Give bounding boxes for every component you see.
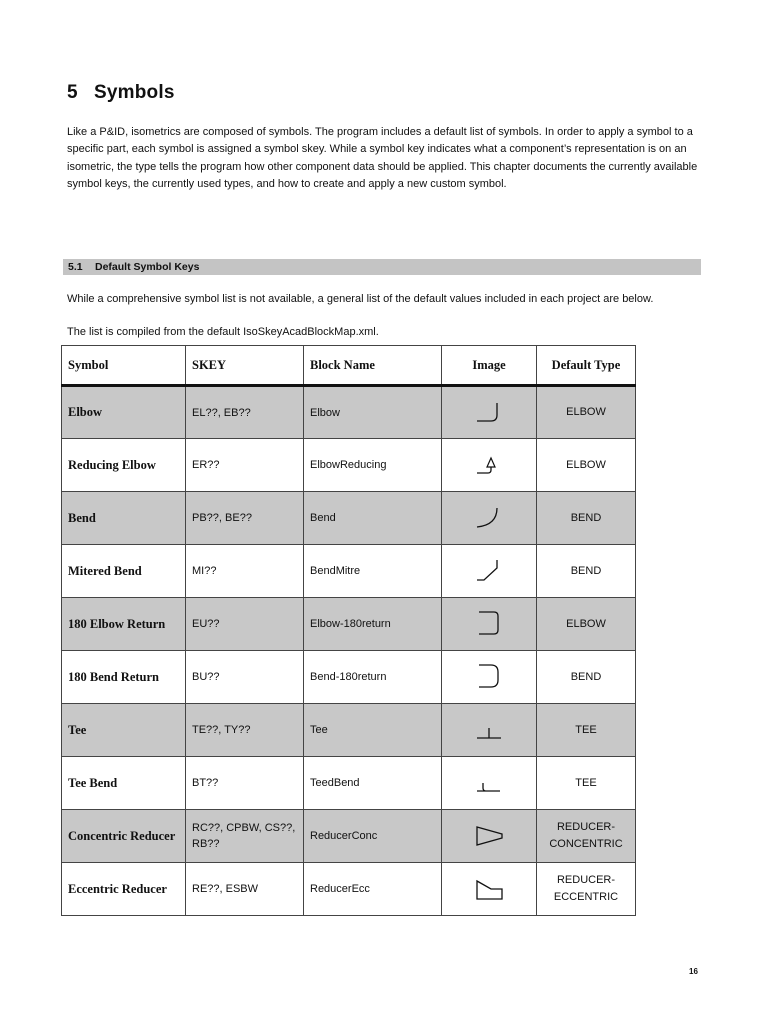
symbol-cell: Eccentric Reducer bbox=[62, 863, 186, 916]
default-type-cell: REDUCER-CONCENTRIC bbox=[537, 810, 636, 863]
skey-cell: EU?? bbox=[186, 598, 304, 651]
section-number: 5.1 bbox=[68, 261, 83, 273]
image-cell bbox=[442, 651, 537, 704]
symbol-cell: Tee bbox=[62, 704, 186, 757]
source-file-paragraph: The list is compiled from the default IsoSkeyAcadBlockMap.xml. bbox=[67, 326, 379, 338]
mitered-bend-icon bbox=[469, 551, 509, 591]
default-type-cell: TEE bbox=[537, 757, 636, 810]
section-heading-bar bbox=[63, 259, 701, 275]
table-row bbox=[62, 492, 636, 545]
block-name-cell: ElbowReducing bbox=[304, 439, 442, 492]
tee-icon bbox=[469, 710, 509, 750]
image-cell bbox=[442, 810, 537, 863]
symbol-cell: Reducing Elbow bbox=[62, 439, 186, 492]
table-header-row bbox=[62, 346, 636, 386]
table-row bbox=[62, 545, 636, 598]
header-symbol: Symbol bbox=[62, 346, 186, 386]
table-row bbox=[62, 810, 636, 863]
block-name-cell: BendMitre bbox=[304, 545, 442, 598]
symbol-keys-table bbox=[61, 345, 636, 916]
image-cell bbox=[442, 704, 537, 757]
image-cell bbox=[442, 545, 537, 598]
skey-cell: TE??, TY?? bbox=[186, 704, 304, 757]
table-row bbox=[62, 598, 636, 651]
skey-cell: ER?? bbox=[186, 439, 304, 492]
bend-180-return-icon bbox=[469, 657, 509, 697]
default-type-cell: ELBOW bbox=[537, 598, 636, 651]
skey-cell: BT?? bbox=[186, 757, 304, 810]
elbow-icon bbox=[469, 393, 509, 433]
symbol-cell: 180 Elbow Return bbox=[62, 598, 186, 651]
skey-cell: RE??, ESBW bbox=[186, 863, 304, 916]
symbol-cell: 180 Bend Return bbox=[62, 651, 186, 704]
section-title: Default Symbol Keys bbox=[95, 261, 200, 273]
reducing-elbow-icon bbox=[469, 445, 509, 485]
skey-cell: PB??, BE?? bbox=[186, 492, 304, 545]
header-block-name: Block Name bbox=[304, 346, 442, 386]
skey-cell: BU?? bbox=[186, 651, 304, 704]
skey-cell: EL??, EB?? bbox=[186, 386, 304, 439]
elbow-180-return-icon bbox=[469, 604, 509, 644]
table-row bbox=[62, 704, 636, 757]
symbol-cell: Mitered Bend bbox=[62, 545, 186, 598]
bend-icon bbox=[469, 498, 509, 538]
tee-bend-icon bbox=[469, 763, 509, 803]
intro-paragraph: Like a P&ID, isometrics are composed of symbols. The program includes a default list of symbols. In order to apply a symbol to a specific part, each symbol is assigned a symbol skey. While a symbol key indicates what a component’s representation is on an isometric, the type tells the program how other component data should be applied. This chapter documents the currently available symbol keys, the currently used types, and how to create and apply a new custom symbol. bbox=[67, 126, 698, 191]
image-cell bbox=[442, 492, 537, 545]
table-row bbox=[62, 757, 636, 810]
header-default-type: Default Type bbox=[537, 346, 636, 386]
symbol-cell: Bend bbox=[62, 492, 186, 545]
block-name-cell: TeedBend bbox=[304, 757, 442, 810]
block-name-cell: ReducerConc bbox=[304, 810, 442, 863]
block-name-cell: Tee bbox=[304, 704, 442, 757]
chapter-number: 5 bbox=[67, 82, 78, 103]
chapter-title: Symbols bbox=[94, 82, 175, 103]
table-row bbox=[62, 386, 636, 439]
image-cell bbox=[442, 863, 537, 916]
table-row bbox=[62, 651, 636, 704]
concentric-reducer-icon bbox=[469, 816, 509, 856]
symbol-cell: Concentric Reducer bbox=[62, 810, 186, 863]
skey-cell: MI?? bbox=[186, 545, 304, 598]
block-name-cell: Bend-180return bbox=[304, 651, 442, 704]
default-type-cell: ELBOW bbox=[537, 386, 636, 439]
default-type-cell: TEE bbox=[537, 704, 636, 757]
block-name-cell: Bend bbox=[304, 492, 442, 545]
image-cell bbox=[442, 386, 537, 439]
default-type-cell: BEND bbox=[537, 545, 636, 598]
symbol-cell: Tee Bend bbox=[62, 757, 186, 810]
page-number: 16 bbox=[689, 967, 698, 976]
chapter-heading bbox=[67, 82, 175, 104]
symbol-cell: Elbow bbox=[62, 386, 186, 439]
header-image: Image bbox=[442, 346, 537, 386]
default-type-cell: BEND bbox=[537, 492, 636, 545]
image-cell bbox=[442, 757, 537, 810]
table-row bbox=[62, 439, 636, 492]
image-cell bbox=[442, 598, 537, 651]
table-row bbox=[62, 863, 636, 916]
default-type-cell: ELBOW bbox=[537, 439, 636, 492]
default-type-cell: REDUCER-ECCENTRIC bbox=[537, 863, 636, 916]
image-cell bbox=[442, 439, 537, 492]
default-type-cell: BEND bbox=[537, 651, 636, 704]
skey-cell: RC??, CPBW, CS??, RB?? bbox=[186, 810, 304, 863]
block-name-cell: Elbow-180return bbox=[304, 598, 442, 651]
list-description-paragraph: While a comprehensive symbol list is not available, a general list of the default values included in each project are below. bbox=[67, 293, 654, 305]
eccentric-reducer-icon bbox=[469, 869, 509, 909]
block-name-cell: ReducerEcc bbox=[304, 863, 442, 916]
header-skey: SKEY bbox=[186, 346, 304, 386]
block-name-cell: Elbow bbox=[304, 386, 442, 439]
